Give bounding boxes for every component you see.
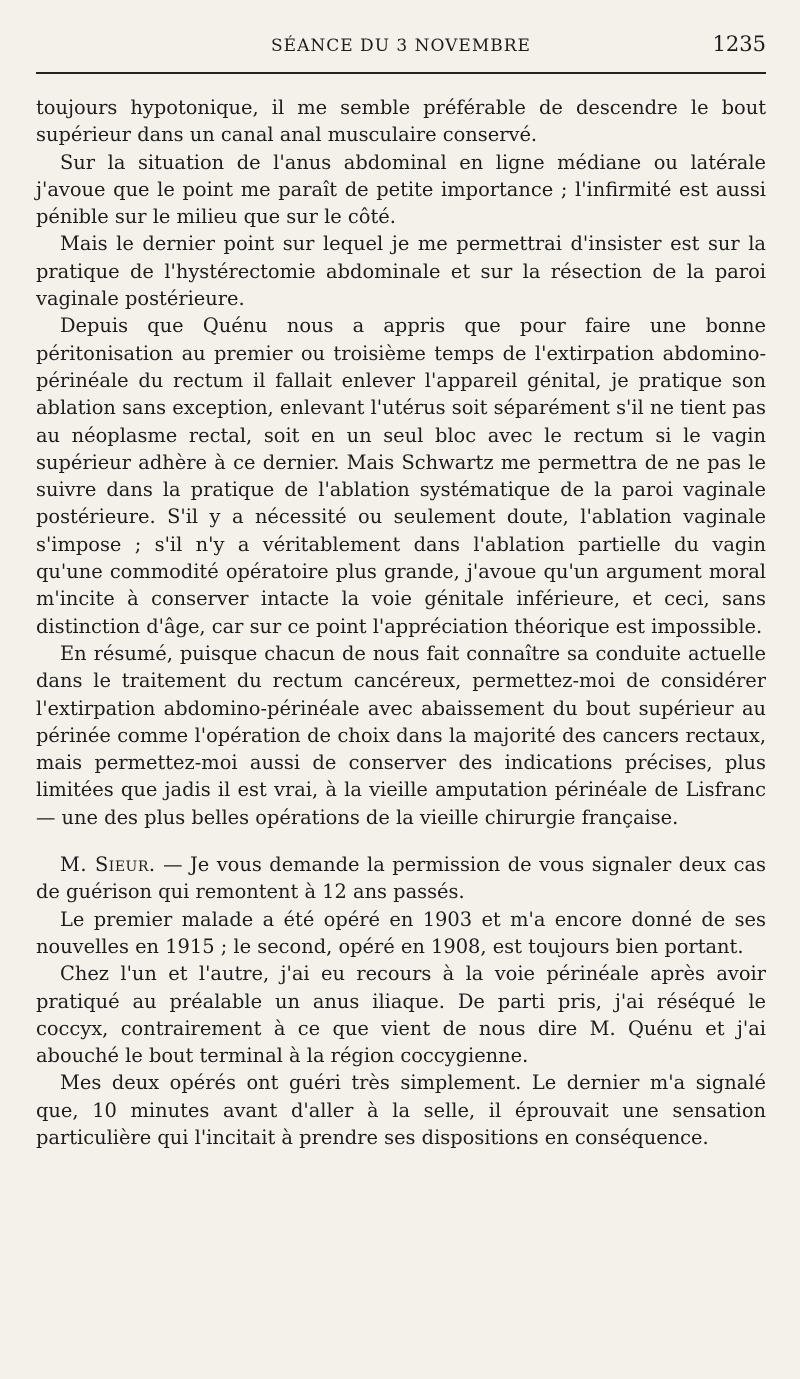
speaker-name: M. Sieur. [60,853,156,877]
page-number: 1235 [712,32,766,56]
paragraph-perineal-route: Chez l'un et l'autre, j'ai eu recours à la voie périnéale après avoir pratiqué au préalable un anus iliaque. De parti pris, j'ai réséqué le coccyx, contrairement à ce que vient de nous dire M. Quénu et j'ai abouché le bout terminal à la région coccygienne. [36,962,766,1068]
paragraph-hysterectomy: Mais le dernier point sur lequel je me permettrai d'insister est sur la pratique de l'hystérectomie abdominale et sur la résection de la paroi vaginale postérieure. [36,232,766,311]
paragraph-first-patient: Le premier malade a été opéré en 1903 et m'a encore donné de ses nouvelles en 1915 ; le second, opéré en 1908, est toujours bien portant. [36,907,766,958]
intervention-opening: — Je vous demande la permission de vous signaler deux cas de guérison qui remontent à 12 ans passés. [36,853,766,904]
paragraph-outcome: Mes deux opérés ont guéri très simplement. Le dernier m'a signalé que, 10 minutes avant d'aller à la selle, il éprouvait une sensation particulière qui l'incitait à prendre ses dispositions en conséquence. [36,1071,766,1149]
page-header [36,32,766,94]
paragraph-continued: toujours hypotonique, il me semble préférable de descendre le bout supérieur dans un canal anal musculaire conservé. [36,96,766,147]
paragraph-intervention [36,851,766,906]
running-title: SÉANCE DU 3 NOVEMBRE [271,36,531,56]
paragraph-anus-position: Sur la situation de l'anus abdominal en ligne médiane ou latérale j'avoue que le point me paraît de petite importance ; l'infirmité est aussi pénible sur le milieu que sur le côté. [36,150,766,229]
header-rule [36,72,766,74]
body-text [36,94,766,1151]
document-page [36,0,766,1151]
paragraph-summary: En résumé, puisque chacun de nous fait connaître sa conduite actuelle dans le traitement du rectum cancéreux, permettez-moi de considérer l'extirpation abdomino-périnéale avec abaissement du bout supérieur au périnée comme l'opération de choix dans la majorité des cancers rectaux, mais permettez-moi aussi de conserver des indications précises, plus limitées que jadis il est vrai, à la vieille amputation périnéale de Lisfranc — une des plus belles opérations de la vieille chirurgie française. [36,641,766,829]
paragraph-quenu-technique: Depuis que Quénu nous a appris que pour faire une bonne péritonisation au premier ou troisième temps de l'extirpation abdomino-périnéale du rectum il fallait enlever l'appareil génital, je pratique son ablation sans exception, enlevant l'utérus soit séparément s'il ne tient pas au néoplasme rectal, soit en un seul bloc avec le rectum si le vagin supérieur adhère à ce dernier. Mais Schwartz me permettra de ne pas le suivre dans la pratique de l'ablation systématique de la paroi vaginale postérieure. S'il y a nécessité ou seulement doute, l'ablation vaginale s'impose ; s'il n'y a véritablement dans l'ablation partielle du vagin qu'une commodité opératoire plus grande, j'avoue qu'un argument moral m'incite à conserver intacte la voie génitale inférieure, et ceci, sans distinction d'âge, car sur ce point l'appréciation théorique est impossible. [36,314,766,638]
